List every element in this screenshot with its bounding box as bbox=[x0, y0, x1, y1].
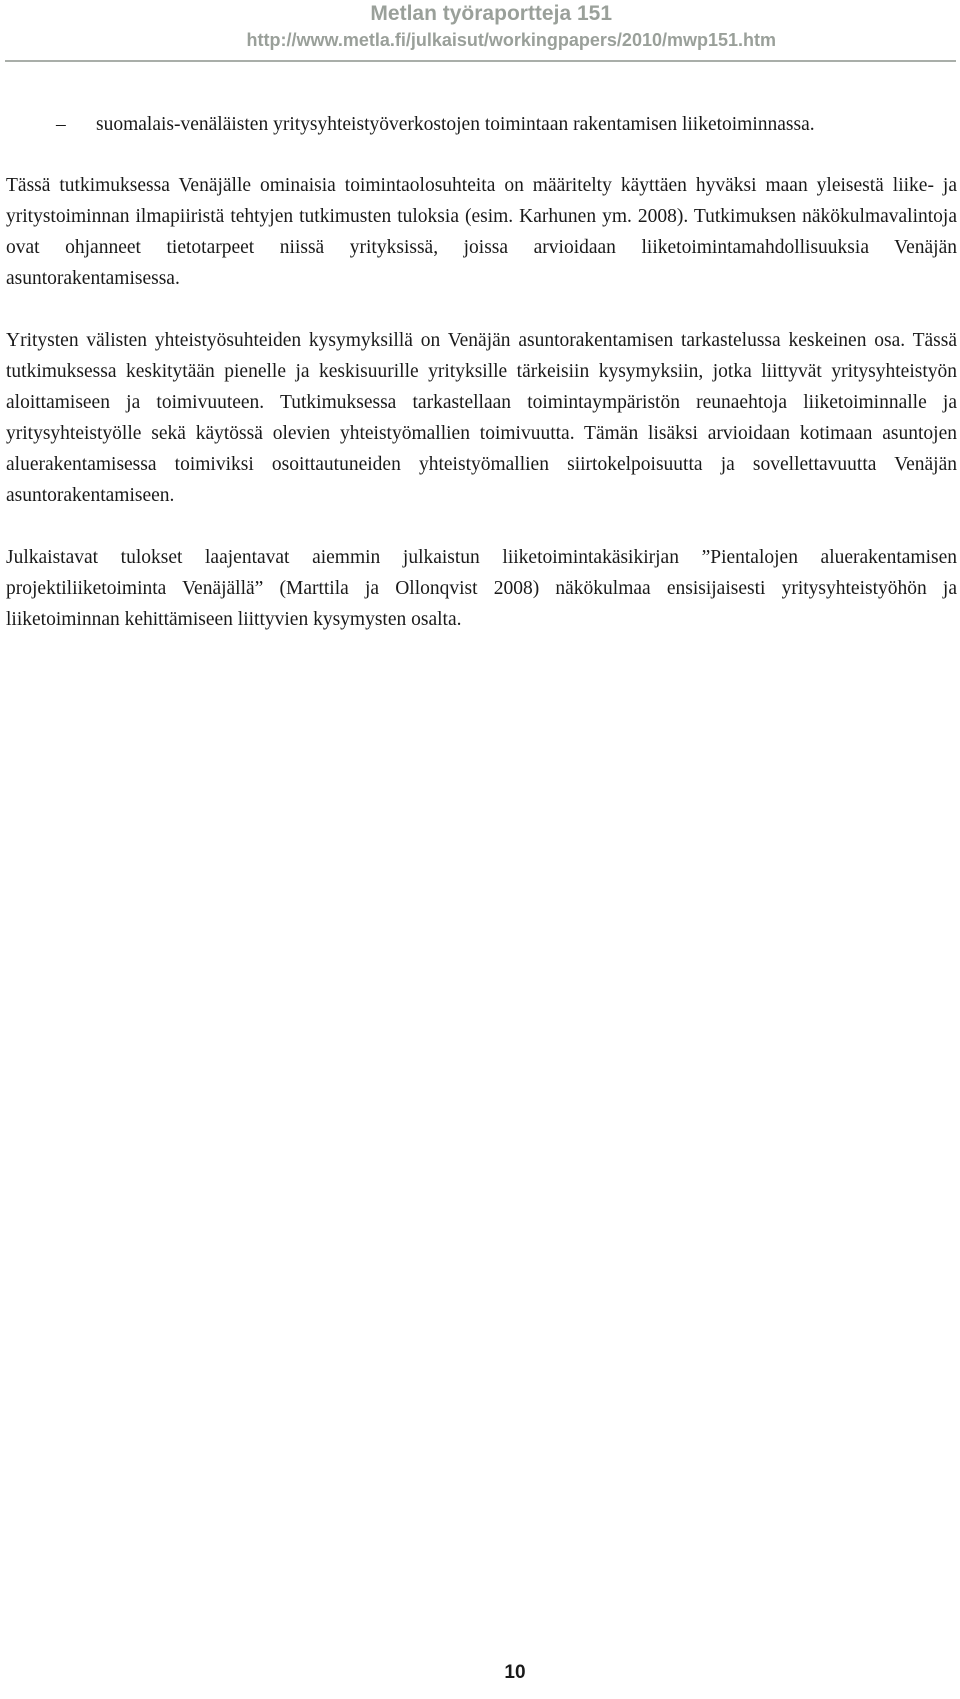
list-item-text: suomalais-venäläisten yritysyhteistyöverkostojen toimintaan rakentamisen liiketoiminnassa. bbox=[96, 114, 815, 135]
paragraph: Tässä tutkimuksessa Venäjälle ominaisia toimintaolosuhteita on määritelty käyttäen hyväksi maan yleisestä liike- ja yritystoiminnan ilmapiiristä tehtyjen tutkimusten tuloksia (esim. Karhunen ym. 2008). Tutkimuksen näkökulmavalintoja ovat ohjanneet tietotarpeet niissä yrityksissä, joissa arvioidaan liiketoimintamahdollisuuksia Venäjän asuntorakentamisessa. bbox=[6, 175, 957, 289]
dash-bullet: – bbox=[56, 114, 66, 135]
page-header bbox=[0, 0, 960, 62]
page-number: 10 bbox=[504, 1662, 526, 1683]
series-url[interactable]: http://www.metla.fi/julkaisut/workingpapers/2010/mwp151.htm bbox=[246, 30, 776, 50]
header-divider bbox=[5, 60, 956, 62]
series-title: Metlan työraportteja 151 bbox=[370, 2, 612, 25]
paragraph: Julkaistavat tulokset laajentavat aiemmin julkaistun liiketoimintakäsikirjan ”Pientalojen aluerakentamisen projektiliiketoiminta Venäjällä” (Marttila ja Ollonqvist 2008) näkökulmaa ensisijaisesti yritysyhteistyöhön ja liiketoiminnan kehittämiseen liittyvien kysymysten osalta. bbox=[6, 547, 957, 630]
body-text bbox=[6, 109, 957, 666]
list-item bbox=[6, 109, 957, 140]
paragraph: Yritysten välisten yhteistyösuhteiden kysymyksillä on Venäjän asuntorakentamisen tarkastelussa keskeinen osa. Tässä tutkimuksessa keskitytään pienelle ja keskisuurille yrityksille tärkeisiin kysymyksiin, jotka liittyvät yritysyhteistyön aloittamiseen ja toimivuuteen. Tutkimuksessa tarkastellaan toimintaympäristön reunaehtoja liiketoiminnalle ja yritysyhteistyölle sekä käytössä olevien yhteistyömallien toimivuutta. Tämän lisäksi arvioidaan kotimaan asuntojen aluerakentamisessa toimiviksi osoittautuneiden yhteistyömallien siirtokelpoisuutta ja sovellettavuutta Venäjän asuntorakentamiseen. bbox=[6, 330, 957, 506]
